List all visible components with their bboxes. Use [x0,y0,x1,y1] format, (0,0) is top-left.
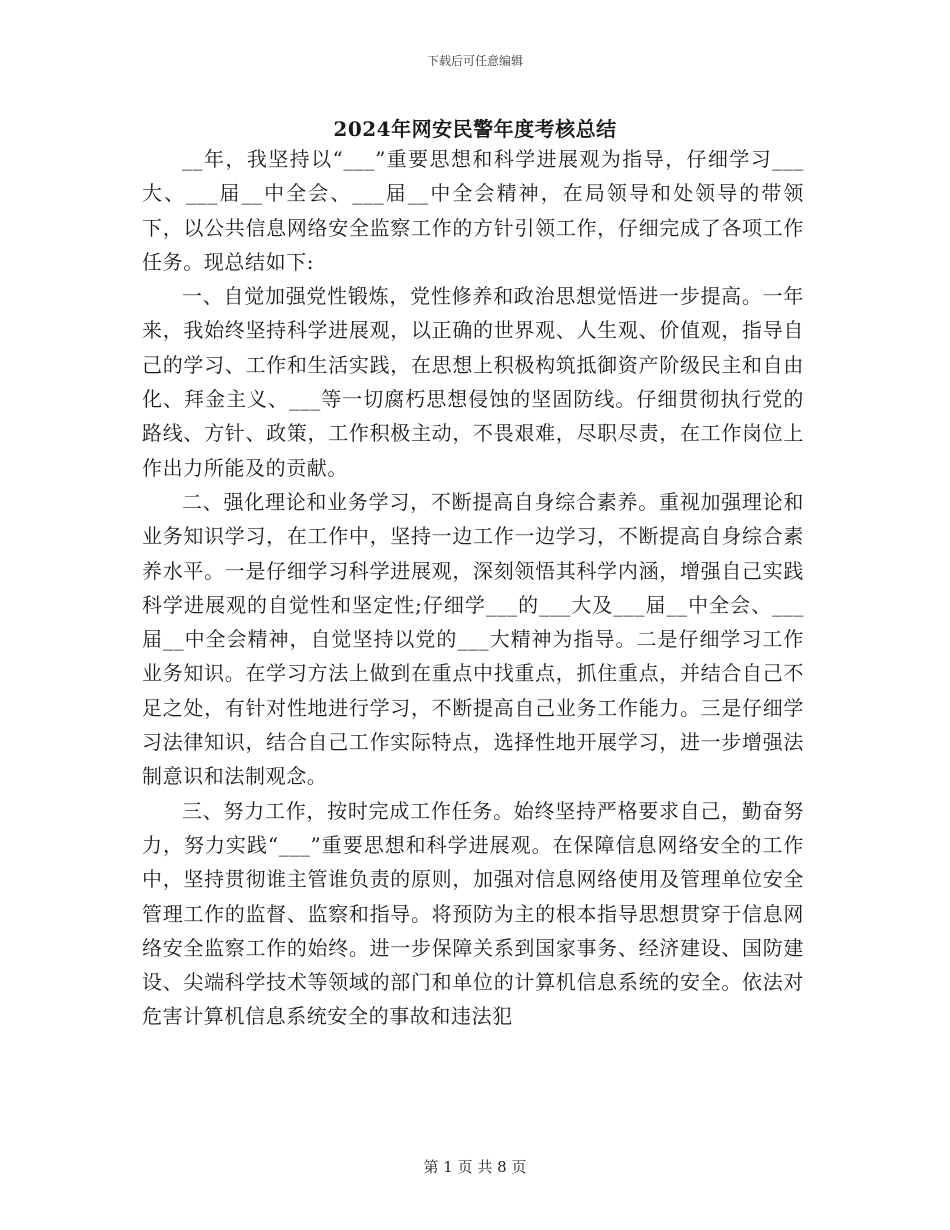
header-note: 下载后可任意编辑 [426,54,523,68]
paragraph-intro: __年，我坚持以“___”重要思想和科学进展观为指导，仔细学习___大、___届__中全会、___届__中全会精神，在局领导和处领导的带领下，以公共信息网络安全监察工作的方针引领工作，仔细完成了各项工作任务。现总结如下: [142,147,804,274]
document-body [142,142,804,1034]
page-footer: 第 1 页 共 8 页 [423,1158,527,1176]
paragraph-section-2: 二、强化理论和业务学习，不断提高自身综合素养。重视加强理论和业务知识学习，在工作中，坚持一边工作一边学习，不断提高自身综合素养水平。一是仔细学习科学进展观，深刻领悟其科学内涵，增强自己实践科学进展观的自觉性和坚定性;仔细学___的___大及___届__中全会、___届__中全会精神，自觉坚持以党的___大精神为指导。二是仔细学习工作业务知识。在学习方法上做到在重点中找重点，抓住重点，并结合自己不足之处，有针对性地进行学习，不断提高自己业务工作能力。三是仔细学习法律知识，结合自己工作实际特点，选择性地开展学习，进一步增强法制意识和法制观念。 [142,489,804,789]
document-title: 2024年网安民警年度考核总结 [333,117,617,141]
paragraph-section-3: 三、努力工作，按时完成工作任务。始终坚持严格要求自己，勤奋努力，努力实践“___”重要思想和科学进展观。在保障信息网络安全的工作中，坚持贯彻谁主管谁负责的原则，加强对信息网络使用及管理单位安全管理工作的监督、监察和指导。将预防为主的根本指导思想贯穿于信息网络安全监察工作的始终。进一步保障关系到国家事务、经济建设、国防建设、尖端科学技术等领域的部门和单位的计算机信息系统的安全。依法对危害计算机信息系统安全的事故和违法犯 [142,798,804,1029]
paragraph-section-1: 一、自觉加强党性锻炼，党性修养和政治思想觉悟进一步提高。一年来，我始终坚持科学进展观，以正确的世界观、人生观、价值观，指导自己的学习、工作和生活实践，在思想上积极构筑抵御资产阶级民主和自由化、拜金主义、___等一切腐朽思想侵蚀的坚固防线。仔细贯彻执行党的路线、方针、政策，工作积极主动，不畏艰难，尽职尽责，在工作岗位上作出力所能及的贡献。 [142,284,804,480]
